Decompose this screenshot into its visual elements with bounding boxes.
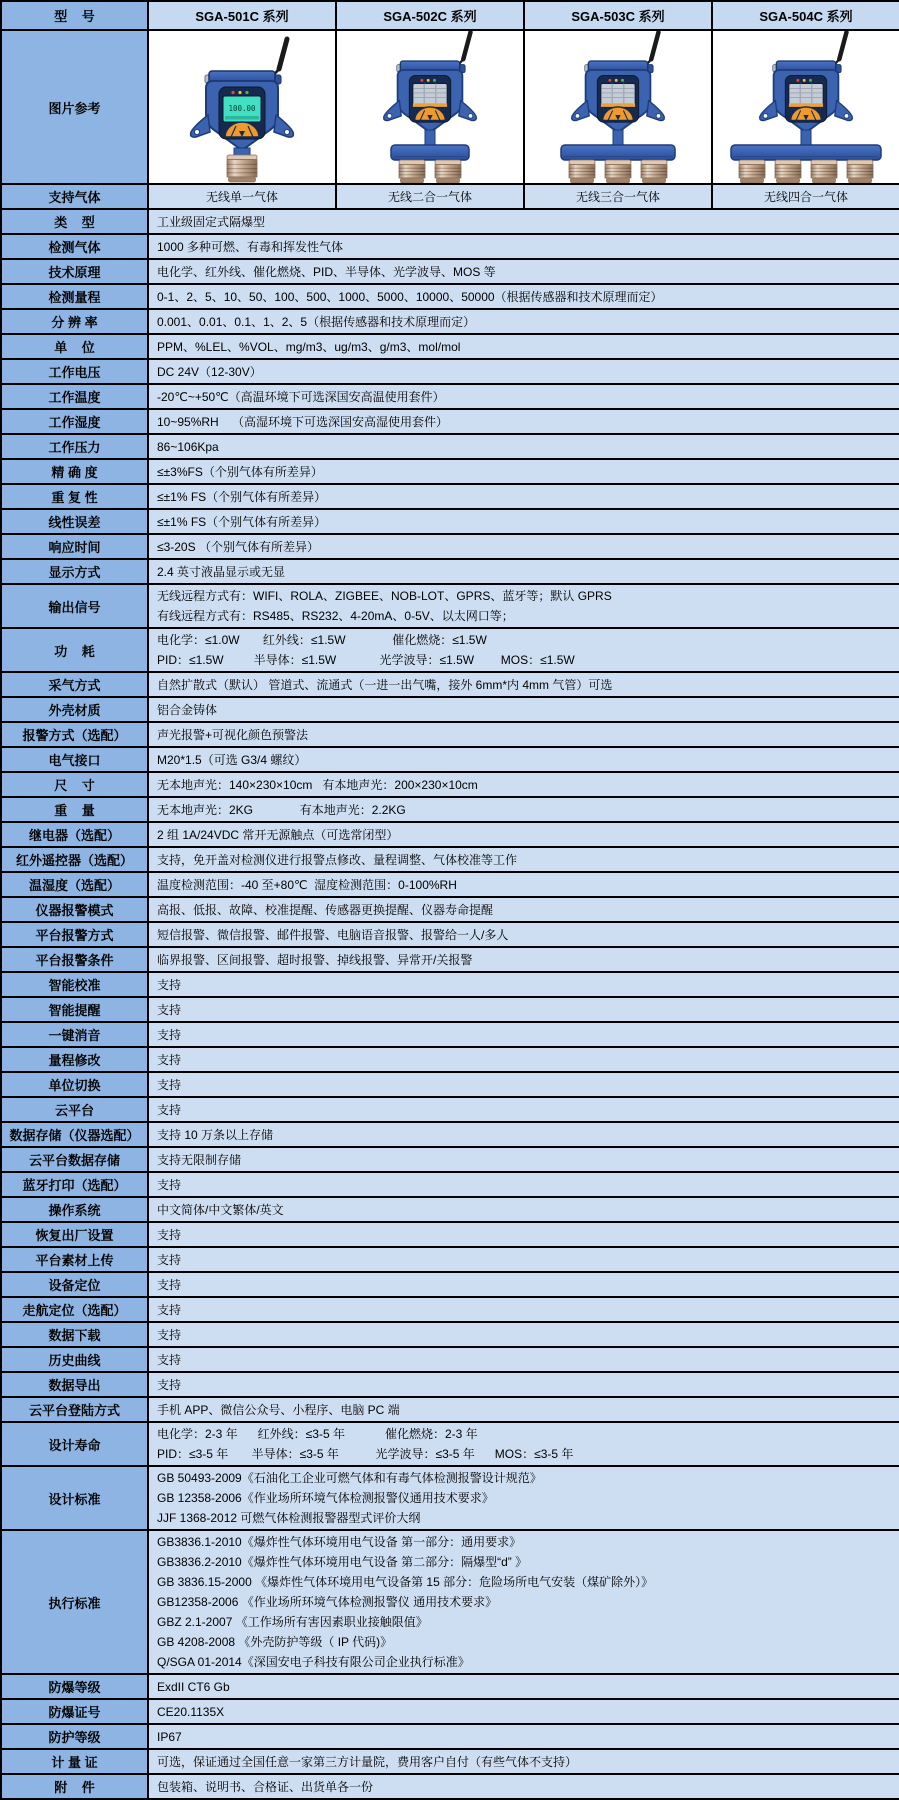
spec-value: [148, 509, 899, 534]
spec-label: 采气方式: [1, 672, 148, 697]
spec-label: 响应时间: [1, 534, 148, 559]
spec-value: [148, 697, 899, 722]
spec-value-line: ExdII CT6 Gb: [157, 1679, 230, 1694]
spec-value-line: 支持: [157, 1052, 182, 1067]
spec-value: [148, 1422, 899, 1466]
gas-detector-illustration: [337, 31, 523, 183]
spec-value: [148, 1147, 899, 1172]
spec-value: [148, 1699, 899, 1724]
gas-type-value: 无线四合一气体: [712, 184, 899, 209]
spec-value-line: 电化学、红外线、催化燃烧、PID、半导体、光学波导、MOS 等: [157, 264, 496, 279]
spec-label: 精 确 度: [1, 459, 148, 484]
gas-type-row: [1, 184, 899, 209]
spec-label: 操作系统: [1, 1197, 148, 1222]
spec-value-line: JJF 1368-2012 可燃气体检测报警器型式评价大纲: [157, 1511, 421, 1525]
spec-value-line: 工业级固定式隔爆型: [157, 214, 266, 229]
spec-value: [148, 1530, 899, 1674]
spec-value-line: 支持: [157, 1077, 182, 1092]
spec-row: [1, 1372, 899, 1397]
spec-value: [148, 822, 899, 847]
spec-value-line: 支持: [157, 977, 182, 992]
spec-value-line: 中文简体/中文繁体/英文: [157, 1202, 284, 1217]
spec-label: 重 复 性: [1, 484, 148, 509]
spec-value: [148, 1222, 899, 1247]
spec-value: [148, 1097, 899, 1122]
spec-value-line: GB12358-2006 《作业场所环境气体检测报警仪 通用技术要求》: [157, 1595, 498, 1609]
spec-value-line: 支持: [157, 1302, 182, 1317]
spec-label: 工作电压: [1, 359, 148, 384]
spec-value-line: 高报、低报、故障、校准提醒、传感器更换提醒、仪器寿命提醒: [157, 902, 494, 917]
spec-value: [148, 1466, 899, 1530]
spec-label: 工作压力: [1, 434, 148, 459]
spec-value-line: 自然扩散式（默认） 管道式、流通式（一进一出气嘴，接外 6mm*内 4mm 气管）可选: [157, 677, 613, 692]
spec-value: [148, 1197, 899, 1222]
spec-value-line: 支持: [157, 1227, 182, 1242]
spec-label: 工作温度: [1, 384, 148, 409]
spec-value-line: 温度检测范围：-40 至+80℃ 湿度检测范围：0-100%RH: [157, 877, 457, 892]
spec-value-line: 支持，免开盖对检测仪进行报警点修改、量程调整、气体校准等工作: [157, 852, 518, 867]
spec-value-line: 可选，保证通过全国任意一家第三方计量院，费用客户自付（有些气体不支持）: [157, 1754, 578, 1769]
spec-row: [1, 1097, 899, 1122]
spec-value: [148, 872, 899, 897]
spec-value-line: CE20.1135X: [157, 1704, 225, 1719]
spec-row: [1, 384, 899, 409]
spec-row: [1, 334, 899, 359]
image-row-label: 图片参考: [1, 30, 148, 184]
model-name-4: SGA-504C 系列: [712, 1, 899, 30]
spec-value: [148, 1397, 899, 1422]
spec-row: [1, 409, 899, 434]
spec-value: [148, 1122, 899, 1147]
spec-row: [1, 897, 899, 922]
spec-value-line: 0.001、0.01、0.1、1、2、5（根据传感器和技术原理而定）: [157, 314, 476, 329]
spec-label: 检测气体: [1, 234, 148, 259]
product-image-row: [1, 30, 899, 184]
spec-row: [1, 359, 899, 384]
spec-value-line: 支持: [157, 1177, 182, 1192]
spec-row: [1, 1022, 899, 1047]
spec-row: [1, 559, 899, 584]
spec-label: 云平台: [1, 1097, 148, 1122]
spec-label: 继电器（选配）: [1, 822, 148, 847]
spec-label: 执行标准: [1, 1530, 148, 1674]
spec-value-line: ≤±3%FS（个别气体有所差异）: [157, 464, 323, 479]
spec-value-line: 声光报警+可视化颜色预警法: [157, 727, 309, 742]
spec-label: 数据导出: [1, 1372, 148, 1397]
spec-value-line: 2 组 1A/24VDC 常开无源触点（可选常闭型）: [157, 827, 399, 842]
spec-value: [148, 284, 899, 309]
spec-value: [148, 1774, 899, 1799]
spec-label: 线性误差: [1, 509, 148, 534]
spec-value-line: GB 12358-2006《作业场所环境气体检测报警仪通用技术要求》: [157, 1491, 494, 1505]
spec-value-line: PID：≤1.5W 半导体：≤1.5W 光学波导：≤1.5W MOS：≤1.5W: [157, 653, 575, 667]
spec-row: [1, 1297, 899, 1322]
spec-value: [148, 1247, 899, 1272]
spec-value: [148, 1724, 899, 1749]
spec-label: 附 件: [1, 1774, 148, 1799]
spec-label: 设计寿命: [1, 1422, 148, 1466]
gas-row-label: 支持气体: [1, 184, 148, 209]
gas-type-value: 无线单一气体: [148, 184, 336, 209]
spec-value-line: -20℃~+50℃（高温环境下可选深国安高温使用套件）: [157, 389, 445, 404]
spec-row: [1, 772, 899, 797]
spec-value: [148, 997, 899, 1022]
spec-label: 恢复出厂设置: [1, 1222, 148, 1247]
spec-label: 温湿度（选配）: [1, 872, 148, 897]
spec-value: [148, 584, 899, 628]
spec-value: [148, 722, 899, 747]
product-image-cell: [336, 30, 524, 184]
spec-row: [1, 1047, 899, 1072]
spec-row: [1, 1197, 899, 1222]
spec-value: [148, 1674, 899, 1699]
spec-row: [1, 1749, 899, 1774]
spec-value-line: 支持: [157, 1327, 182, 1342]
spec-value: [148, 534, 899, 559]
spec-label: 工作湿度: [1, 409, 148, 434]
spec-value-line: GBZ 2.1-2007 《工作场所有害因素职业接触限值》: [157, 1615, 428, 1629]
device-illustration-2: [337, 31, 523, 183]
spec-value-line: 支持: [157, 1252, 182, 1267]
spec-value: [148, 334, 899, 359]
model-header-label: 型 号: [1, 1, 148, 30]
spec-value-line: PID：≤3-5 年 半导体：≤3-5 年 光学波导：≤3-5 年 MOS：≤3-5 年: [157, 1447, 574, 1461]
spec-value-line: 1000 多种可燃、有毒和挥发性气体: [157, 239, 344, 254]
spec-value: [148, 359, 899, 384]
spec-value: [148, 628, 899, 672]
spec-row: [1, 1724, 899, 1749]
spec-row: [1, 1272, 899, 1297]
spec-row: [1, 1774, 899, 1799]
spec-label: 类 型: [1, 209, 148, 234]
device-illustration-3: [525, 31, 711, 183]
spec-row: [1, 309, 899, 334]
spec-label: 智能校准: [1, 972, 148, 997]
spec-value-line: 支持: [157, 1377, 182, 1392]
gas-type-value: 无线三合一气体: [524, 184, 712, 209]
spec-label: 云平台数据存储: [1, 1147, 148, 1172]
spec-value-line: ≤±1% FS（个别气体有所差异）: [157, 514, 327, 529]
spec-value-line: 无线远程方式有：WIFI、ROLA、ZIGBEE、NOB-LOT、GPRS、蓝牙等；默认 GPRS: [157, 589, 612, 603]
spec-label: 重 量: [1, 797, 148, 822]
spec-value-line: GB 3836.15-2000 《爆炸性气体环境用电气设备第 15 部分：危险场所电气安装（煤矿除外）》: [157, 1575, 654, 1589]
spec-value: [148, 1749, 899, 1774]
spec-label: 防爆证号: [1, 1699, 148, 1724]
spec-value-line: GB3836.1-2010《爆炸性气体环境用电气设备 第一部分：通用要求》: [157, 1535, 522, 1549]
device-illustration-4: [713, 31, 899, 183]
spec-label: 平台报警条件: [1, 947, 148, 972]
spec-value: [148, 1297, 899, 1322]
spec-row: [1, 1530, 899, 1674]
spec-value-line: 铝合金铸体: [157, 702, 218, 717]
spec-value: [148, 1372, 899, 1397]
spec-row: [1, 584, 899, 628]
spec-value-line: DC 24V（12-30V）: [157, 364, 262, 379]
spec-row: [1, 1397, 899, 1422]
spec-row: [1, 1222, 899, 1247]
spec-value-line: GB3836.2-2010《爆炸性气体环境用电气设备 第二部分：隔爆型“d” 》: [157, 1555, 528, 1569]
spec-value: [148, 1047, 899, 1072]
spec-value-line: 支持: [157, 1102, 182, 1117]
spec-value-line: M20*1.5（可选 G3/4 螺纹）: [157, 752, 307, 767]
spec-label: 蓝牙打印（选配）: [1, 1172, 148, 1197]
spec-row: [1, 922, 899, 947]
spec-row: [1, 847, 899, 872]
gas-type-value: 无线二合一气体: [336, 184, 524, 209]
spec-value-line: PPM、%LEL、%VOL、mg/m3、ug/m3、g/m3、mol/mol: [157, 339, 461, 354]
spec-value-line: 包装箱、说明书、合格证、出货单各一份: [157, 1779, 374, 1794]
spec-label: 电气接口: [1, 747, 148, 772]
spec-value-line: 支持: [157, 1352, 182, 1367]
spec-value: [148, 234, 899, 259]
spec-label: 防爆等级: [1, 1674, 148, 1699]
spec-value: [148, 1072, 899, 1097]
spec-row: [1, 1422, 899, 1466]
spec-row: [1, 509, 899, 534]
spec-label: 分 辨 率: [1, 309, 148, 334]
spec-label: 历史曲线: [1, 1347, 148, 1372]
spec-row: [1, 1466, 899, 1530]
spec-label: 平台素材上传: [1, 1247, 148, 1272]
spec-value-line: 电化学：2-3 年 红外线：≤3-5 年 催化燃烧：2-3 年: [157, 1427, 478, 1441]
spec-row: [1, 284, 899, 309]
spec-label: 平台报警方式: [1, 922, 148, 947]
spec-value-line: ≤±1% FS（个别气体有所差异）: [157, 489, 327, 504]
spec-value: [148, 847, 899, 872]
spec-label: 单位切换: [1, 1072, 148, 1097]
spec-value-line: 无本地声光：140×230×10cm 有本地声光：200×230×10cm: [157, 777, 478, 792]
spec-row: [1, 722, 899, 747]
spec-row: [1, 259, 899, 284]
spec-row: [1, 1172, 899, 1197]
spec-row: [1, 1322, 899, 1347]
spec-value: [148, 772, 899, 797]
spec-row: [1, 628, 899, 672]
spec-value: [148, 309, 899, 334]
spec-value-line: 10~95%RH （高湿环境下可选深国安高湿使用套件）: [157, 414, 449, 429]
spec-row: [1, 459, 899, 484]
spec-row: [1, 822, 899, 847]
spec-row: [1, 1699, 899, 1724]
spec-row: [1, 797, 899, 822]
spec-value: [148, 434, 899, 459]
gas-detector-illustration: [525, 31, 711, 183]
spec-label: 设备定位: [1, 1272, 148, 1297]
spec-value: [148, 947, 899, 972]
spec-row: [1, 534, 899, 559]
spec-value-line: Q/SGA 01-2014《深国安电子科技有限公司企业执行标准》: [157, 1655, 470, 1669]
product-image-cell: [148, 30, 336, 184]
spec-label: 输出信号: [1, 584, 148, 628]
spec-value: [148, 1022, 899, 1047]
spec-label: 走航定位（选配）: [1, 1297, 148, 1322]
spec-label: 功 耗: [1, 628, 148, 672]
spec-value: [148, 1347, 899, 1372]
spec-value-line: 0-1、2、5、10、50、100、500、1000、5000、10000、50000（根据传感器和技术原理而定）: [157, 289, 663, 304]
spec-value: [148, 259, 899, 284]
svg-text:100.00: 100.00: [228, 104, 256, 113]
spec-value: [148, 747, 899, 772]
spec-value-line: 无本地声光：2KG 有本地声光：2.2KG: [157, 802, 406, 817]
spec-value: [148, 484, 899, 509]
spec-value-line: 手机 APP、微信公众号、小程序、电脑 PC 端: [157, 1402, 400, 1417]
spec-label: 检测量程: [1, 284, 148, 309]
spec-row: [1, 947, 899, 972]
spec-row: [1, 484, 899, 509]
spec-value-line: 86~106Kpa: [157, 439, 219, 454]
spec-value-line: ≤3-20S （个别气体有所差异）: [157, 539, 319, 554]
spec-label: 外壳材质: [1, 697, 148, 722]
spec-value-line: GB 4208-2008 《外壳防护等级（ IP 代码)》: [157, 1635, 393, 1649]
spec-value: [148, 1322, 899, 1347]
spec-row: [1, 1347, 899, 1372]
spec-row: [1, 672, 899, 697]
spec-row: [1, 697, 899, 722]
spec-value: [148, 972, 899, 997]
spec-value-line: 有线远程方式有：RS485、RS232、4-20mA、0-5V、以太网口等；: [157, 609, 514, 623]
spec-label: 计 量 证: [1, 1749, 148, 1774]
spec-value-line: 2.4 英寸液晶显示或无显: [157, 564, 286, 579]
spec-value: [148, 922, 899, 947]
spec-row: [1, 997, 899, 1022]
spec-value-line: GB 50493-2009《石油化工企业可燃气体和有毒气体检测报警设计规范》: [157, 1471, 542, 1485]
spec-row: [1, 1674, 899, 1699]
model-name-1: SGA-501C 系列: [148, 1, 336, 30]
spec-value: [148, 1172, 899, 1197]
gas-detector-illustration: [149, 31, 335, 183]
spec-value: [148, 897, 899, 922]
product-image-cell: [712, 30, 899, 184]
product-image-cell: [524, 30, 712, 184]
spec-value: [148, 459, 899, 484]
model-name-3: SGA-503C 系列: [524, 1, 712, 30]
spec-label: 一键消音: [1, 1022, 148, 1047]
spec-label: 报警方式（选配）: [1, 722, 148, 747]
device-illustration-1: [149, 31, 335, 183]
spec-value-line: 临界报警、区间报警、超时报警、掉线报警、异常开/关报警: [157, 952, 473, 967]
model-name-2: SGA-502C 系列: [336, 1, 524, 30]
spec-label: 智能提醒: [1, 997, 148, 1022]
spec-label: 技术原理: [1, 259, 148, 284]
spec-value-line: 支持: [157, 1002, 182, 1017]
spec-value: [148, 559, 899, 584]
spec-row: [1, 1147, 899, 1172]
spec-label: 云平台登陆方式: [1, 1397, 148, 1422]
spec-value-line: 支持 10 万条以上存储: [157, 1127, 274, 1142]
spec-row: [1, 209, 899, 234]
spec-label: 量程修改: [1, 1047, 148, 1072]
spec-row: [1, 972, 899, 997]
spec-value: [148, 1272, 899, 1297]
spec-row: [1, 1122, 899, 1147]
spec-row: [1, 234, 899, 259]
spec-label: 数据存储（仪器选配）: [1, 1122, 148, 1147]
spec-value: [148, 409, 899, 434]
spec-row: [1, 872, 899, 897]
spec-value-line: 支持: [157, 1027, 182, 1042]
spec-value-line: 支持无限制存储: [157, 1152, 242, 1167]
spec-value: [148, 384, 899, 409]
spec-value-line: IP67: [157, 1729, 182, 1744]
model-header-row: [1, 1, 899, 30]
spec-value-line: 支持: [157, 1277, 182, 1292]
spec-value: [148, 797, 899, 822]
spec-label: 显示方式: [1, 559, 148, 584]
spec-row: [1, 1247, 899, 1272]
spec-row: [1, 434, 899, 459]
spec-value-line: 短信报警、微信报警、邮件报警、电脑语音报警、报警给一人/多人: [157, 927, 509, 942]
spec-value: [148, 209, 899, 234]
spec-value-line: 电化学：≤1.0W 红外线：≤1.5W 催化燃烧：≤1.5W: [157, 633, 487, 647]
spec-label: 单 位: [1, 334, 148, 359]
spec-label: 防护等级: [1, 1724, 148, 1749]
spec-label: 数据下载: [1, 1322, 148, 1347]
spec-label: 设计标准: [1, 1466, 148, 1530]
spec-label: 红外遥控器（选配）: [1, 847, 148, 872]
spec-row: [1, 747, 899, 772]
spec-label: 仪器报警模式: [1, 897, 148, 922]
spec-label: 尺 寸: [1, 772, 148, 797]
gas-detector-illustration: [713, 31, 899, 183]
spec-row: [1, 1072, 899, 1097]
spec-value: [148, 672, 899, 697]
